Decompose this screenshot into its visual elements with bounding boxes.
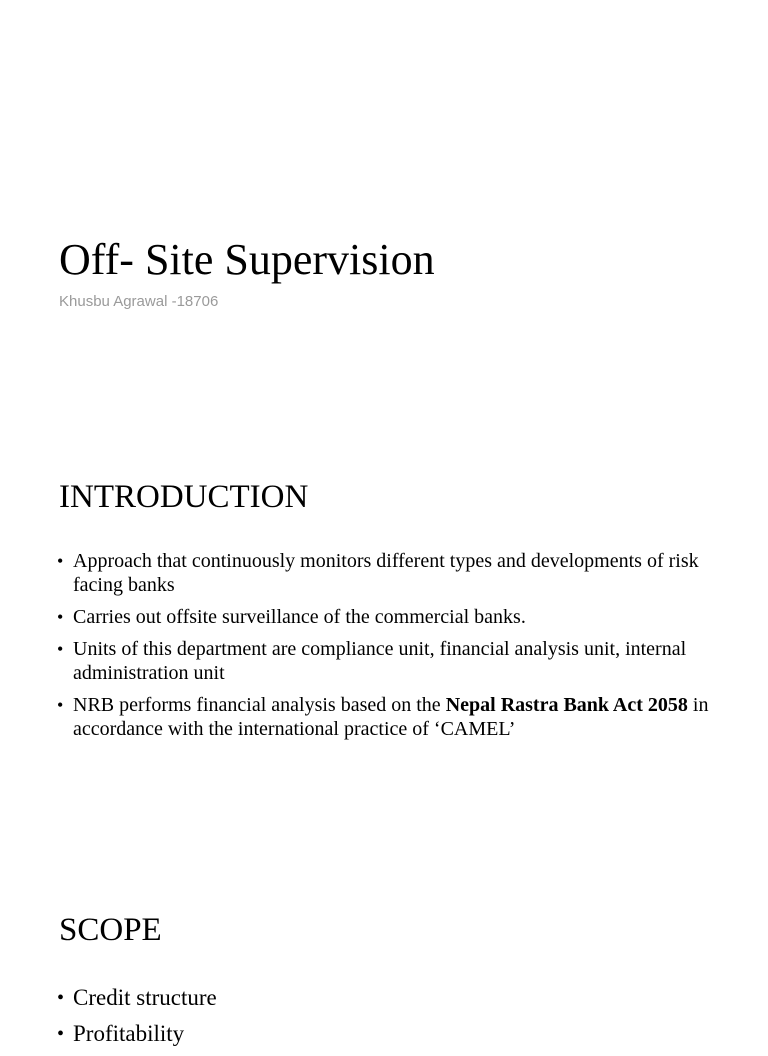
list-item xyxy=(57,637,717,685)
page-title: Off- Site Supervision xyxy=(59,235,435,284)
author-subtitle: Khusbu Agrawal -18706 xyxy=(59,293,219,310)
list-item xyxy=(57,693,717,741)
bullet-icon: • xyxy=(57,1023,65,1045)
bullet-icon: • xyxy=(57,551,64,571)
list-item xyxy=(57,984,717,1012)
list-item-text: Carries out offsite surveillance of the commercial banks. xyxy=(73,606,526,628)
nrb-text-suffix: in accordance with the international practice of ‘CAMEL’ xyxy=(73,694,709,740)
list-item-text: Profitability xyxy=(73,1021,185,1046)
list-item xyxy=(57,605,717,629)
nrb-text-prefix: NRB performs financial analysis based on the xyxy=(73,694,446,716)
list-item-text: Units of this department are compliance unit, financial analysis unit, internal administration unit xyxy=(73,638,687,684)
bullet-icon: • xyxy=(57,639,64,659)
list-item xyxy=(57,549,717,597)
list-item xyxy=(57,1020,717,1048)
list-item-text: Approach that continuously monitors different types and developments of risk facing banks xyxy=(73,550,699,596)
bullet-icon: • xyxy=(57,607,64,627)
bullet-icon: • xyxy=(57,695,64,715)
scope-list xyxy=(57,984,717,1056)
introduction-heading: INTRODUCTION xyxy=(59,479,309,515)
nrb-act-name: Nepal Rastra Bank Act 2058 xyxy=(445,694,688,716)
introduction-list xyxy=(57,549,717,749)
scope-heading: SCOPE xyxy=(59,912,162,948)
list-item-text: Credit structure xyxy=(73,985,217,1010)
bullet-icon: • xyxy=(57,987,65,1009)
